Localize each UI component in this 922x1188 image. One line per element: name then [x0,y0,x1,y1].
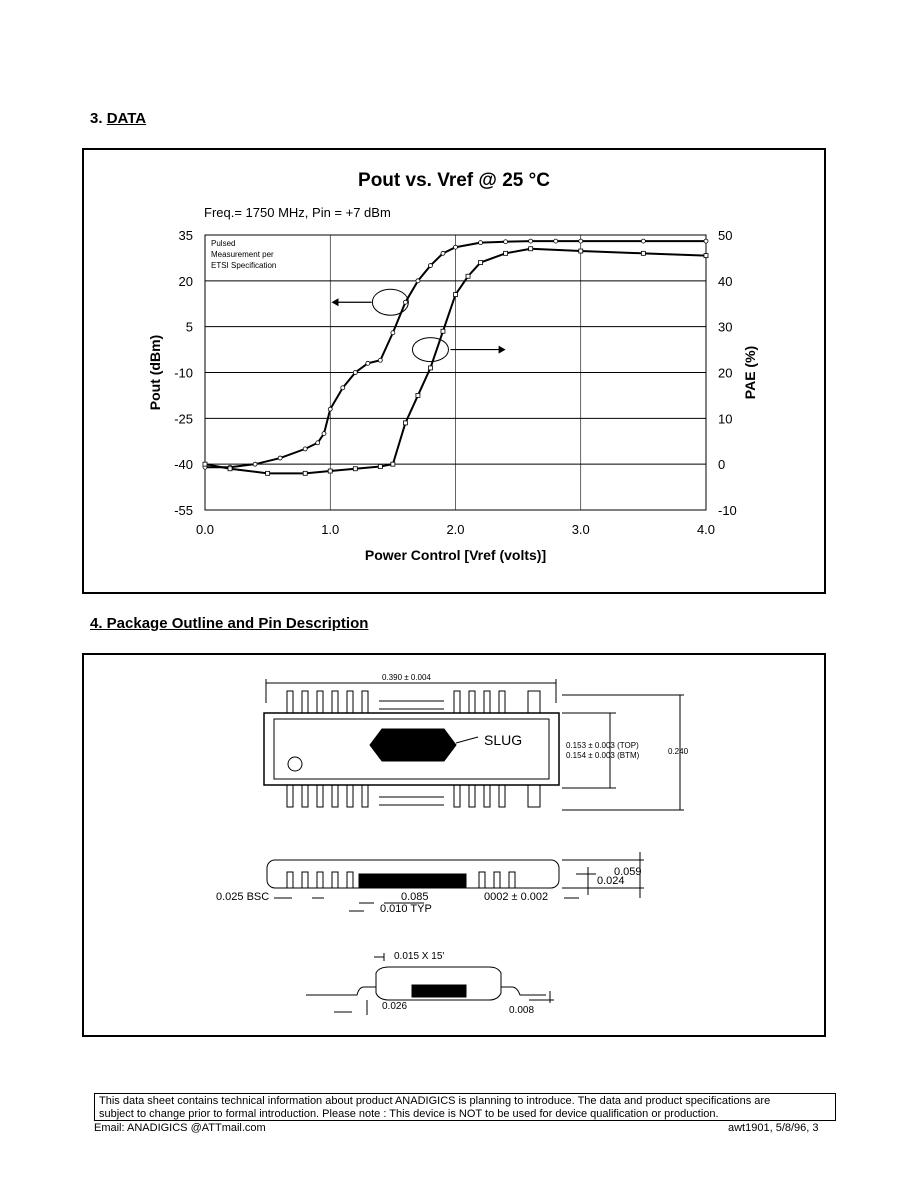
y2-tick-label: 40 [718,273,733,289]
pae-indicator-ellipse [412,338,448,362]
section-3-number: 3. [90,110,103,127]
disclaimer-line-1: This data sheet contains technical information about product ANADIGICS is planning to introduce. The data and product specifications are [99,1095,771,1107]
dim-overall: 0.240 [668,747,689,756]
section-4-title: 4. Package Outline and Pin Description [90,615,369,632]
pout-pae-chart [84,150,824,592]
pout-point [704,239,708,243]
package-frame [82,653,826,1037]
dim-width: 0.390 ± 0.004 [382,673,431,682]
pae-point [529,247,533,251]
section-4-heading [90,615,368,632]
pout-point [441,251,445,255]
section-3-heading [90,110,146,127]
pae-point [266,471,270,475]
dim-085: 0.085 [401,891,429,903]
y2-tick-label: 10 [718,411,733,427]
pout-point [579,239,583,243]
pae-point [303,471,307,475]
pae-point [403,421,407,425]
y-tick-label: -55 [174,503,193,518]
pout-point [366,361,370,365]
top-leads [287,691,540,713]
pout-point [341,386,345,390]
y2-axis-label: PAE (%) [742,345,758,400]
disclaimer-box [94,1093,836,1121]
y-tick-label: -25 [174,411,193,427]
dim-top: 0.153 ± 0.003 (TOP) [566,741,639,750]
pae-point [504,251,508,255]
dim-btm: 0.154 ± 0.003 (BTM) [566,751,640,760]
slug-label: SLUG [484,732,523,748]
pout-point [428,264,432,268]
y2-tick-label: 30 [718,319,733,335]
pae-point [391,462,395,466]
pae-point [378,464,382,468]
pout-arrowhead [332,298,339,306]
pout-point [316,441,320,445]
pout-point [529,239,533,243]
pae-point [353,467,357,471]
pae-point [328,469,332,473]
dim-010: 0.010 TYP [380,903,432,915]
pae-arrowhead [499,346,506,354]
chart-title: Pout vs. Vref @ 25 °C [358,170,550,191]
pae-point [641,251,645,255]
dim-059: 0.059 [614,866,642,878]
chart-grid [205,235,706,510]
y2-tick-label: -10 [718,503,737,518]
pout-point [454,245,458,249]
pae-point [416,393,420,397]
y-tick-label: 35 [178,228,193,243]
pout-point [322,432,326,436]
chart-subtitle: Freq.= 1750 MHz, Pin = +7 dBm [204,205,391,220]
y-tick-label: -10 [174,365,193,381]
pae-point [428,366,432,370]
y-axis-label: Pout (dBm) [147,334,163,411]
dim-0002: 0002 ± 0.002 [484,891,549,903]
y-tick-label: 20 [178,273,193,289]
dim-026: 0.026 [382,1001,408,1012]
chart-frame [82,148,826,594]
disclaimer-line-2: subject to change prior to formal introduction. Please note : This device is NOT to be used for device qualification or production. [99,1108,719,1120]
pout-point [641,239,645,243]
section-3-title: DATA [106,110,147,127]
dim-bsc: 0.025 BSC [216,891,270,903]
bottom-leads [287,785,540,807]
pae-point [466,274,470,278]
x-tick-label: 3.0 [571,522,590,537]
pae-point [579,249,583,253]
pae-point [228,467,232,471]
pae-point [441,329,445,333]
x-tick-label: 1.0 [321,522,340,537]
pae-point [479,261,483,265]
x-tick-label: 0.0 [195,522,215,537]
pae-point [454,293,458,297]
chart-annotation: Measurement per [211,250,274,259]
pae-point [203,462,207,466]
footer-email: Email: ANADIGICS @ATTmail.com [94,1122,266,1134]
x-tick-label: 4.0 [696,522,716,537]
pout-point [353,371,357,375]
pout-point [328,407,332,411]
dim-008: 0.008 [509,1005,535,1016]
pout-point [403,300,407,304]
chart-annotation: ETSI Specification [211,261,277,270]
pout-point [378,358,382,362]
x-tick-label: 2.0 [446,522,465,537]
pae-point [704,254,708,258]
pout-point [278,456,282,460]
chart-annotation: Pulsed [211,239,236,248]
package-side-view [267,852,644,911]
pout-point [554,239,558,243]
y-tick-label: -40 [174,457,193,473]
pout-point [504,240,508,244]
footer-docref: awt1901, 5/8/96, 3 [728,1122,819,1134]
y-tick-label: 5 [185,319,193,335]
dim-015: 0.015 X 15' [394,951,445,962]
y2-tick-label: 20 [718,365,733,381]
dim-024: 0.024 [597,875,625,887]
pout-point [416,279,420,283]
pout-indicator-ellipse [372,289,408,315]
pout-point [303,447,307,451]
pout-point [391,331,395,335]
x-axis-label: Power Control [Vref (volts)] [364,547,547,563]
y2-tick-label: 0 [718,457,726,473]
pout-point [479,241,483,245]
package-drawing [84,655,824,1035]
chart-labels [147,228,758,563]
y2-tick-label: 50 [718,228,733,243]
pout-point [253,462,257,466]
